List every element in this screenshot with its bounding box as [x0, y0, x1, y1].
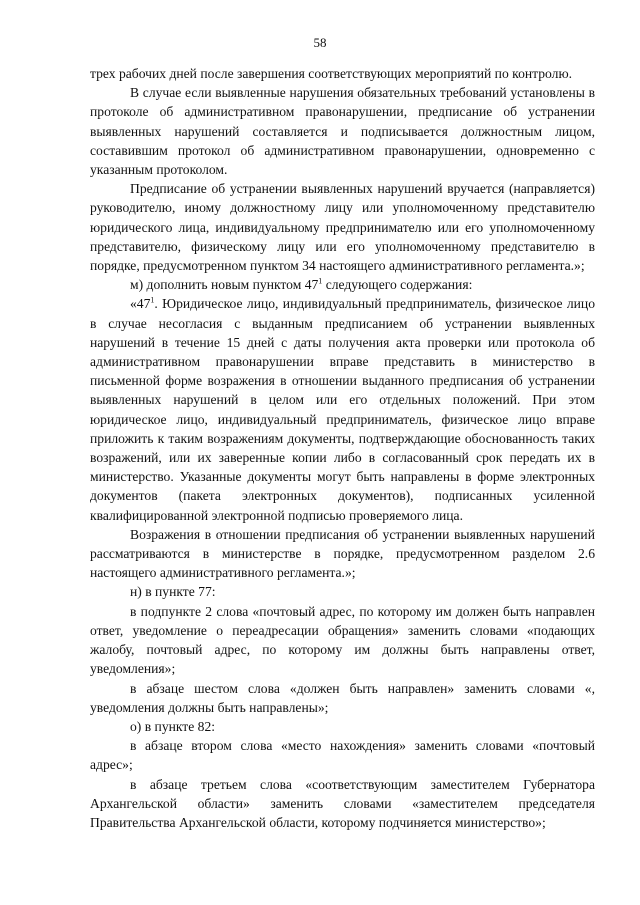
paragraph-11: в абзаце втором слова «место нахождения» заменить словами «почтовый адрес»;: [90, 738, 595, 773]
paragraph-4: [90, 275, 595, 294]
paragraph-3: Предписание об устранении выявленных нарушений вручается (направляется) руководителю, иному должностному лицу или уполномоченному представителю юридического лица, индивидуальному предпринимателю или его уполномоченному представителю, физическому лицу или его уполномоченному представителю в порядке, предусмотренном пунктом 34 настоящего административного регламента.»;: [90, 181, 595, 274]
document-body: [90, 64, 595, 832]
page-number: 58: [313, 35, 327, 50]
paragraph-5-text: «47: [130, 296, 151, 312]
paragraph-5: [90, 294, 595, 524]
paragraph-9: в абзаце шестом слова «должен быть направлен» заменить словами «, уведомления должны быть направлены»;: [90, 680, 595, 715]
paragraph-4-text: м) дополнить новым пунктом 47: [130, 277, 319, 293]
paragraph-1: трех рабочих дней после завершения соответствующих мероприятий по контролю.: [90, 66, 573, 81]
paragraph-5-text-end: . Юридическое лицо, индивидуальный предприниматель, физическое лицо в случае несогласия с выданным предписанием об устранении выявленных нарушений в течение 15 дней с даты получения акта проверки или протокола об административном правонарушении вправе представить в министерство в письменной форме возражения в отношении выданного предписания об устранении выявленных нарушений в целом или его отдельных положений. При этом юридическое лицо, индивидуальный предприниматель, физическое лицо вправе приложить к таким возражениям документы, подтверждающие обоснованность таких возражений, или их заверенные копии либо в согласованный срок передать их в министерство. Указанные документы могут быть направлены в форме электронных документов (пакета электронных документов), подписанных усиленной квалифицированной электронной подписью проверяемого лица.: [90, 296, 595, 523]
paragraph-7: н) в пункте 77:: [130, 584, 216, 600]
paragraph-12: в абзаце третьем слова «соответствующим заместителем Губернатора Архангельской области» заменить словами «заместителем председателя Правительства Архангельской области, которому подчиняется министерство»;: [90, 776, 595, 830]
paragraph-6: Возражения в отношении предписания об устранении выявленных нарушений рассматриваются в министерстве в порядке, предусмотренном разделом 2.6 настоящего административного регламента.»;: [90, 526, 595, 581]
paragraph-10: о) в пункте 82:: [130, 718, 216, 734]
superscript-2: 1: [150, 295, 155, 305]
paragraph-2: В случае если выявленные нарушения обязательных требований установлены в протоколе об административном правонарушении, предписание об устранении выявленных нарушений составляется и подписывается должностным лицом, составившим протокол об административном правонарушении, одновременно с указанным протоколом.: [90, 85, 595, 178]
superscript-1: 1: [318, 276, 323, 286]
paragraph-4-text-end: следующего содержания:: [322, 277, 473, 293]
paragraph-8: в подпункте 2 слова «почтовый адрес, по которому им должен быть направлен ответ, уведомление о переадресации обращения» заменить словами «подающих жалобу, почтовый адрес, по которому им должны быть направлены ответ, уведомления»;: [90, 603, 595, 677]
